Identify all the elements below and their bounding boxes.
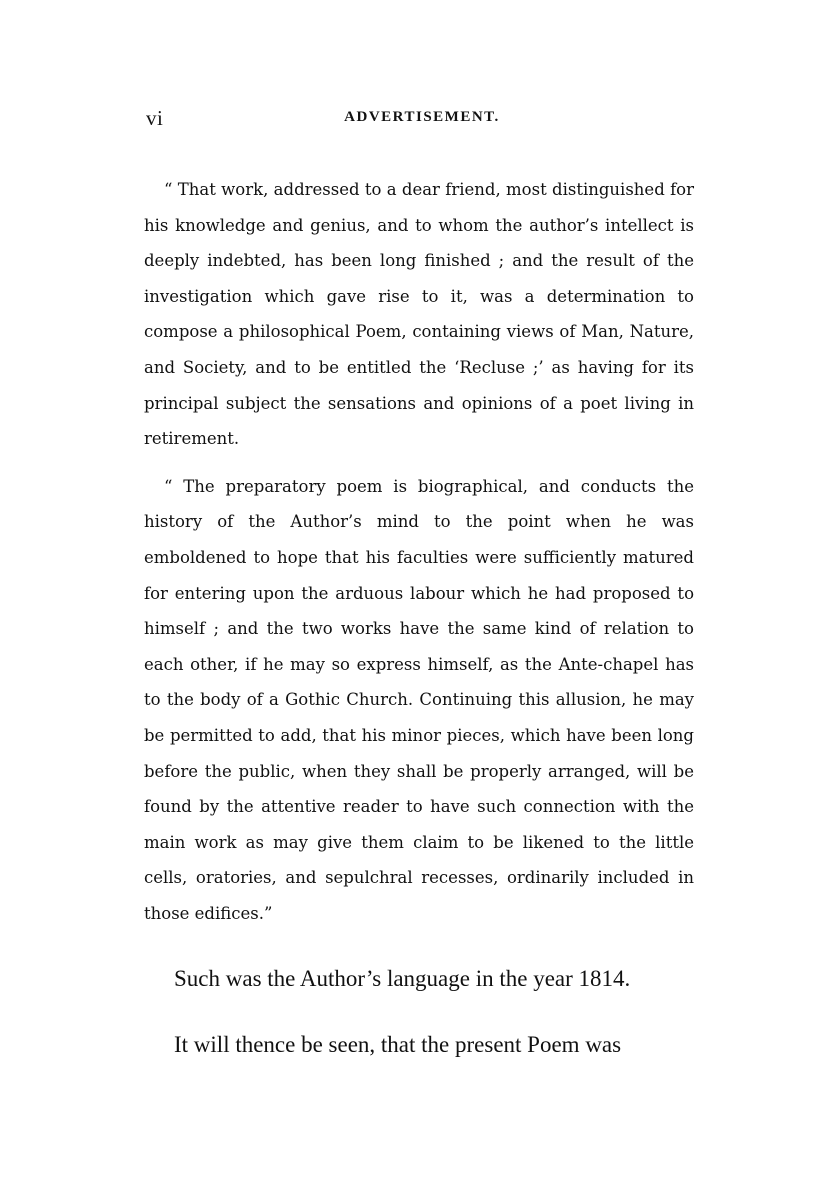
quote-paragraph-1: “ That work, addressed to a dear friend, most distinguished for his knowledge and genius, and to whom the author’s intellect is deeply indebted, has been long finished ; and the result of the investigation which gave rise to it, was a determination to compose a philosophical Poem, containing views of Man, Nature, and Society, and to be entitled the ‘Recluse ;’ as having for its principal subject the sensations and opinions of a poet living in retirement. <box>144 180 694 449</box>
body-text <box>144 958 696 1066</box>
page-title: ADVERTISEMENT. <box>344 109 500 125</box>
quoted-passage <box>144 172 694 931</box>
running-head <box>146 106 698 136</box>
body-paragraph-1: Such was the Author’s language in the year 1814. <box>174 966 631 991</box>
quote-paragraph-2: “ The preparatory poem is biographical, and conducts the history of the Author’s mind to the point when he was emboldened to hope that his faculties were sufficiently matured for entering upon the arduous labour which he had proposed to himself ; and the two works have the same kind of relation to each other, if he may so express himself, as the Ante-chapel has to the body of a Gothic Church. Continuing this allusion, he may be permitted to add, that his minor pieces, which have been long before the public, when they shall be properly arranged, will be found by the attentive reader to have such connection with the main work as may give them claim to be likened to the little cells, oratories, and sepulchral recesses, ordinarily included in those edifices.” <box>144 476 694 923</box>
body-paragraph-2: It will thence be seen, that the present Poem was <box>174 1032 622 1057</box>
page-number: vi <box>146 106 164 130</box>
